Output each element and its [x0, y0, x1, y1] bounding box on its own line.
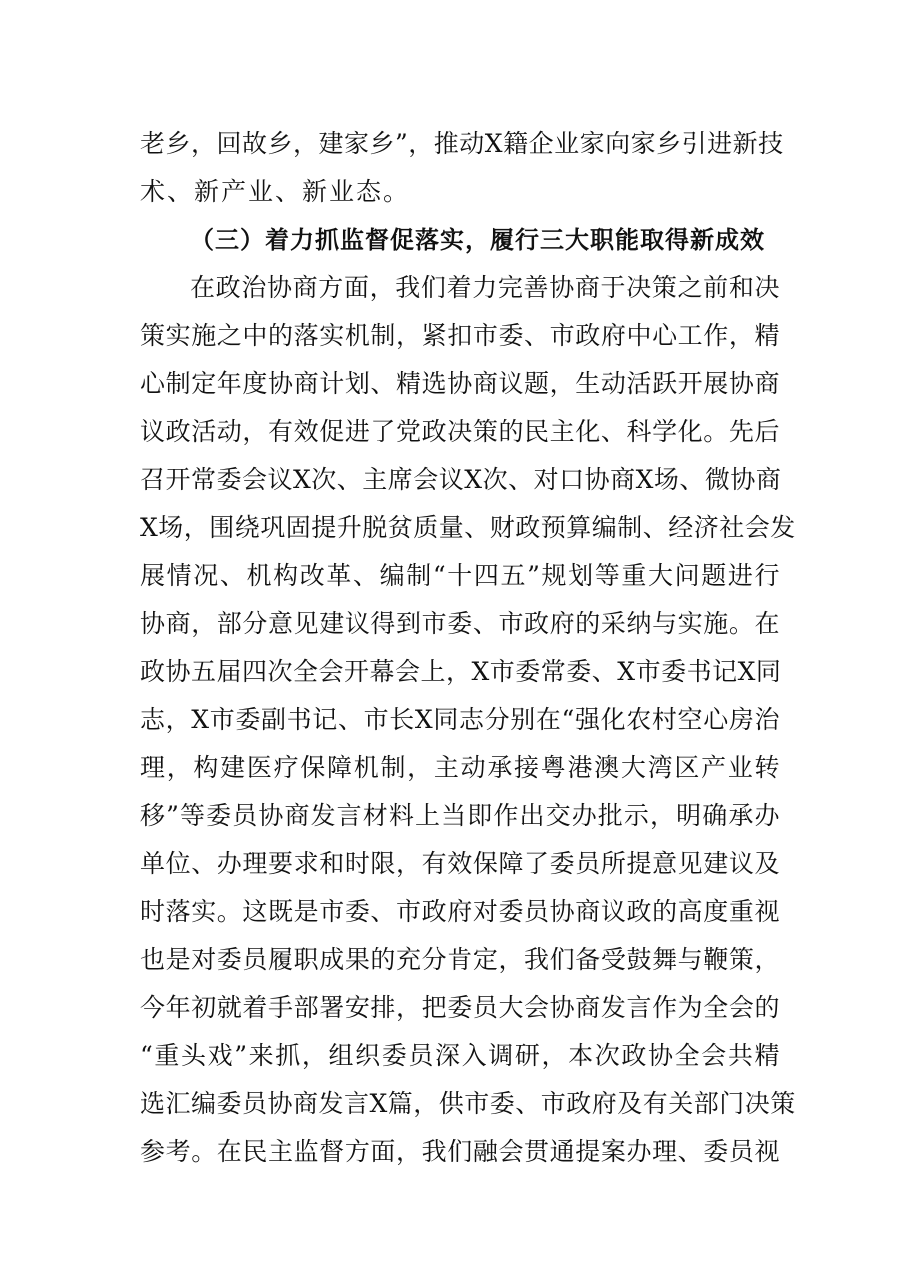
body-line-1: 在政治协商方面，我们着力完善协商于决策之前和决	[190, 273, 780, 302]
body-line-4: 议政活动，有效促进了党政决策的民主化、科学化。先后	[140, 417, 780, 446]
body-line-16: 今年初就着手部署安排，把委员大会协商发言作为全会的	[140, 993, 780, 1022]
body-line-14: 时落实。这既是市委、市政府对委员协商议政的高度重视	[140, 897, 780, 926]
body-line-17: “重头戏”来抓，组织委员深入调研，本次政协全会共精	[140, 1041, 780, 1070]
body-line-12: 移”等委员协商发言材料上当即作出交办批示，明确承办	[140, 801, 780, 830]
body-line-5: 召开常委会议X次、主席会议X次、对口协商X场、微协商	[140, 465, 782, 494]
body-line-11: 理，构建医疗保障机制，主动承接粤港澳大湾区产业转	[140, 753, 780, 782]
intro-line-2: 术、新产业、新业态。	[140, 177, 411, 206]
body-line-9: 政协五届四次全会开幕会上，X市委常委、X市委书记X同	[140, 657, 782, 686]
body-line-2: 策实施之中的落实机制，紧扣市委、市政府中心工作，精	[140, 321, 780, 350]
body-line-18: 选汇编委员协商发言X篇，供市委、市政府及有关部门决策	[140, 1089, 796, 1118]
intro-line-1: 老乡，回故乡，建家乡”，推动X籍企业家向家乡引进新技	[140, 129, 784, 158]
body-line-7: 展情况、机构改革、编制“十四五”规划等重大问题进行	[140, 561, 780, 590]
body-line-3: 心制定年度协商计划、精选协商议题，生动活跃开展协商	[140, 369, 780, 398]
body-line-15: 也是对委员履职成果的充分肯定，我们备受鼓舞与鞭策，	[140, 945, 780, 974]
body-line-6: X场，围绕巩固提升脱贫质量、财政预算编制、经济社会发	[140, 513, 796, 542]
body-line-19: 参考。在民主监督方面，我们融会贯通提案办理、委员视	[140, 1137, 780, 1166]
body-line-13: 单位、办理要求和时限，有效保障了委员所提意见建议及	[140, 849, 780, 878]
body-line-10: 志，X市委副书记、市长X同志分别在“强化农村空心房治	[140, 705, 780, 734]
body-line-8: 协商，部分意见建议得到市委、市政府的采纳与实施。在	[140, 609, 780, 638]
section-heading: （三）着力抓监督促落实，履行三大职能取得新成效	[190, 226, 765, 254]
